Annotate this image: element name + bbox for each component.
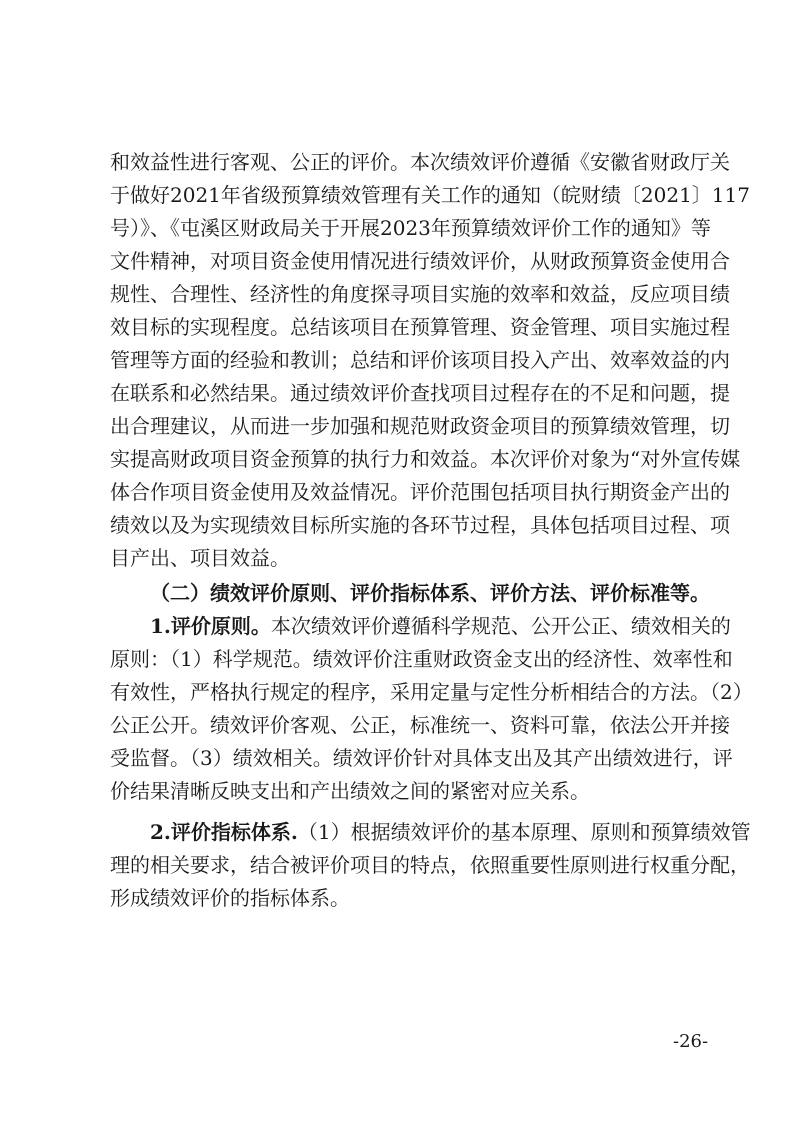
principles-first-line-text: 本次绩效评价遵循科学规范、公开公正、绩效相关的: [270, 614, 731, 638]
paragraph-line: 和效益性进行客观、公正的评价。本次绩效评价遵循《安徽省财政厅关: [110, 150, 730, 174]
paragraph-line: 目产出、项目效益。: [110, 546, 290, 570]
paragraph-line: 规性、合理性、经济性的角度探寻项目实施的效率和效益，反应项目绩: [110, 282, 730, 306]
paragraph-line: 在联系和必然结果。通过绩效评价查找项目过程存在的不足和问题，提: [110, 381, 730, 405]
paragraph-line: 号）》、《屯溪区财政局关于开展2023年预算绩效评价工作的通知》等: [110, 216, 711, 240]
section-heading: （二）绩效评价原则、评价指标体系、评价方法、评价标准等。: [150, 581, 710, 605]
paragraph-line: 实提高财政项目资金预算的执行力和效益。本次评价对象为“对外宣传媒: [110, 447, 741, 471]
paragraph-line: 理的相关要求，结合被评价项目的特点，依照重要性原则进行权重分配，: [110, 853, 750, 877]
paragraph-line: 形成绩效评价的指标体系。: [110, 886, 350, 910]
paragraph-line: 体合作项目资金使用及效益情况。评价范围包括项目执行期资金产出的: [110, 480, 730, 504]
paragraph-line: 绩效以及为实现绩效目标所实施的各环节过程，具体包括项目过程、项: [110, 513, 730, 537]
paragraph-line: 受监督。（3）绩效相关。绩效评价针对具体支出及其产出绩效进行，评: [110, 746, 733, 770]
paragraph-line: 价结果清晰反映支出和产出绩效之间的紧密对应关系。: [110, 779, 590, 803]
paragraph-line: 效目标的实现程度。总结该项目在预算管理、资金管理、项目实施过程: [110, 315, 730, 339]
paragraph-line: 管理等方面的经验和教训；总结和评价该项目投入产出、效率效益的内: [110, 348, 730, 372]
paragraph-line: 公正公开。绩效评价客观、公正，标准统一、资料可靠，依法公开并接: [110, 713, 730, 737]
page-number: -26-: [673, 1031, 709, 1052]
paragraph-line: 文件精神，对项目资金使用情况进行绩效评价，从财政预算资金使用合: [110, 249, 730, 273]
indicators-title: 2.评价指标体系.: [150, 820, 298, 844]
paragraph-line: 于做好2021年省级预算绩效管理有关工作的通知（皖财绩〔2021〕117: [110, 183, 750, 207]
principles-title: 1.评价原则。: [150, 614, 271, 638]
paragraph-line: 出合理建议，从而进一步加强和规范财政资金项目的预算绩效管理，切: [110, 414, 730, 438]
principles-first-line: [150, 614, 731, 642]
paragraph-line: 有效性，严格执行规定的程序，采用定量与定性分析相结合的方法。（2）: [110, 680, 753, 704]
paragraph-line: 原则：（1）科学规范。绩效评价注重财政资金支出的经济性、效率性和: [110, 647, 733, 671]
indicators-first-line-text: （1）根据绩效评价的基本原理、原则和预算绩效管: [297, 820, 751, 844]
indicators-first-line: [150, 820, 751, 848]
